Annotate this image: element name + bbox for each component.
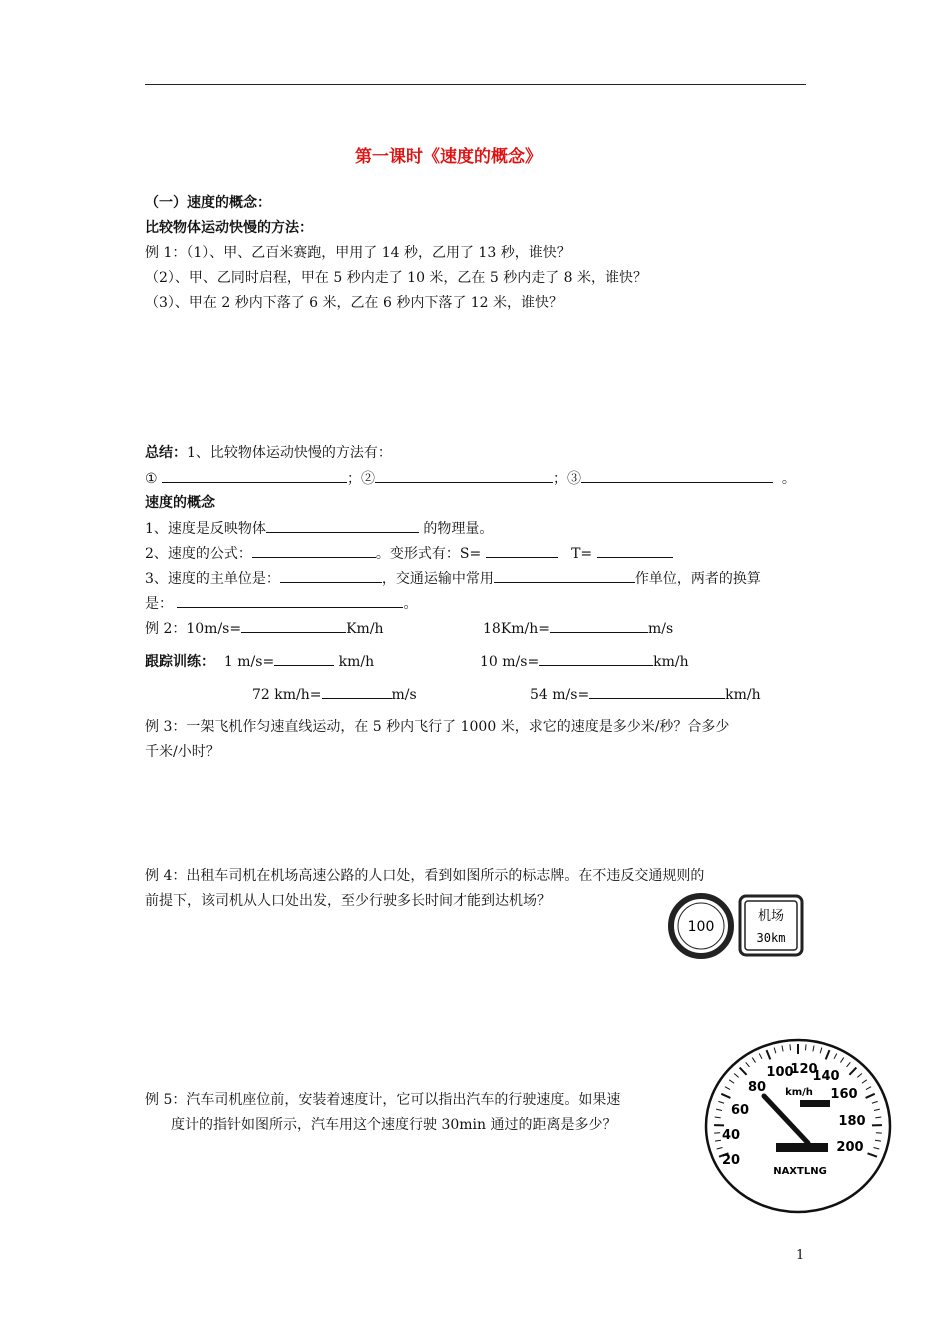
traffic-unit-blank[interactable] (494, 568, 635, 583)
track-3-unit: m/s (391, 687, 417, 703)
speed-limit-value: 100 (687, 919, 715, 935)
example-3-line-2: 千米/小时？ (145, 744, 220, 760)
summary-label: 总结： (145, 445, 187, 461)
speedometer-label: 120 (790, 1062, 818, 1077)
tracking-line-4 (530, 684, 761, 705)
ex2-blank-2[interactable] (550, 618, 648, 633)
conversion-blank[interactable] (177, 593, 403, 608)
track-3-prefix: 72 km/h= (252, 687, 322, 703)
summary-text: 1、比较物体运动快慢的方法有： (187, 445, 392, 461)
page-title: 第一课时《速度的概念》 (355, 147, 542, 167)
item-3-cont (145, 593, 417, 614)
tracking-line-1 (145, 651, 374, 672)
distance-sign (740, 896, 802, 955)
example-2-right (483, 618, 673, 639)
speed-limit-sign (671, 896, 731, 956)
example-5-line-1: 例 5：汽车司机座位前，安装着速度计，它可以指出汽车的行驶速度。如果速 (145, 1092, 621, 1108)
example-3-line-1: 例 3：一架飞机作匀速直线运动，在 5 秒内飞行了 1000 米，求它的速度是多少米/秒？合多少 (145, 719, 730, 735)
example-1-line-3: （3）、甲在 2 秒内下落了 6 米，乙在 6 秒内下落了 12 米，谁快？ (145, 295, 564, 311)
item-2 (145, 543, 673, 564)
speedometer-label: 140 (812, 1069, 840, 1084)
speedometer-figure (700, 1036, 896, 1220)
odometer-bar-1 (800, 1100, 830, 1107)
ex2-unit-1: Km/h (346, 621, 384, 637)
tracking-label: 跟踪训练： (145, 654, 215, 670)
blank-label-3: ；③ (553, 471, 582, 487)
answer-blank-2[interactable] (375, 468, 553, 483)
header-rule (145, 84, 806, 85)
item-1-text: 1、速度是反映物体 (145, 521, 266, 537)
speedometer-tick (805, 1044, 806, 1050)
track-blank-1[interactable] (274, 651, 334, 666)
example-2-left (145, 618, 384, 639)
track-1-unit: km/h (338, 654, 375, 670)
compare-heading: 比较物体运动快慢的方法： (145, 220, 313, 236)
speedometer-label: 100 (766, 1065, 794, 1080)
item-2-text: 2、速度的公式： (145, 546, 252, 562)
speedometer-label: 180 (838, 1114, 866, 1129)
speedometer-label: 160 (830, 1087, 858, 1102)
speedometer-label: 200 (836, 1140, 864, 1155)
ex2-blank-1[interactable] (241, 618, 346, 633)
track-2-unit: km/h (653, 654, 689, 670)
track-1-prefix: 1 m/s= (223, 654, 275, 670)
ex2-prefix: 例 2：10m/s= (145, 621, 242, 637)
example-1-line-1: 例 1：（1）、甲、乙百米赛跑，甲用了 14 秒，乙用了 13 秒，谁快？ (145, 245, 571, 261)
speedometer-brand: NAXTLNG (773, 1166, 827, 1177)
item-3-mid: ，交通运输中常用 (381, 571, 494, 587)
summary-blanks (145, 468, 796, 489)
item-2-mid: 。变形式有：S= (375, 546, 482, 562)
ex2-prefix-2: 18Km/h= (483, 621, 551, 637)
speed-concept-heading: 速度的概念 (145, 495, 215, 511)
blank-end: 。 (781, 471, 796, 487)
track-4-unit: km/h (725, 687, 761, 703)
item-1-tail: 的物理量。 (423, 521, 494, 537)
track-blank-4[interactable] (589, 684, 725, 699)
ex2-unit-2: m/s (648, 621, 674, 637)
answer-blank-3[interactable] (581, 468, 773, 483)
speedometer-label: 20 (721, 1153, 741, 1168)
speedometer-unit: km/h (785, 1087, 813, 1098)
traffic-signs-figure (668, 893, 808, 959)
item-3-text: 3、速度的主单位是： (145, 571, 280, 587)
sign-distance: 30km (756, 931, 786, 945)
example-4-line-1: 例 4：出租车司机在机场高速公路的人口处，看到如图所示的标志牌。在不违反交通规则的 (145, 868, 705, 884)
example-4-line-2: 前提下，该司机从人口处出发，至少行驶多长时间才能到达机场？ (145, 893, 551, 909)
item-3-end: 。 (403, 596, 418, 612)
tracking-line-2 (480, 651, 689, 672)
item-3-conv: 是： (145, 596, 173, 612)
speedometer-label: 40 (721, 1128, 741, 1143)
section-heading: （一）速度的概念： (145, 195, 271, 211)
page-number: 1 (796, 1248, 805, 1263)
track-2-prefix: 10 m/s= (480, 654, 540, 670)
speedometer-label: 80 (747, 1080, 767, 1095)
answer-blank-1[interactable] (162, 468, 347, 483)
example-5-line-2: 度计的指针如图所示，汽车用这个速度行驶 30min 通过的距离是多少？ (171, 1117, 617, 1133)
item-1-blank[interactable] (266, 518, 419, 533)
item-2-t: T= (571, 546, 593, 562)
formula-blank[interactable] (252, 543, 376, 558)
track-blank-3[interactable] (322, 684, 392, 699)
tracking-line-3 (252, 684, 417, 705)
item-3-tail: 作单位，两者的换算 (634, 571, 761, 587)
example-1-line-2: （2）、甲、乙同时启程，甲在 5 秒内走了 10 米，乙在 5 秒内走了 8 米，谁快？ (145, 270, 648, 286)
blank-label-2: ；② (347, 471, 376, 487)
track-4-prefix: 54 m/s= (530, 687, 590, 703)
t-blank[interactable] (597, 543, 673, 558)
odometer-bar-2 (776, 1143, 828, 1152)
item-3 (145, 568, 761, 589)
sign-place-name: 机场 (757, 909, 785, 924)
s-blank[interactable] (486, 543, 558, 558)
main-unit-blank[interactable] (280, 568, 382, 583)
item-1 (145, 518, 493, 539)
blank-label-1: ① (145, 471, 158, 487)
speedometer-label: 60 (730, 1103, 750, 1118)
track-blank-2[interactable] (539, 651, 653, 666)
speedometer-tick (790, 1044, 791, 1050)
summary-line (145, 443, 392, 463)
